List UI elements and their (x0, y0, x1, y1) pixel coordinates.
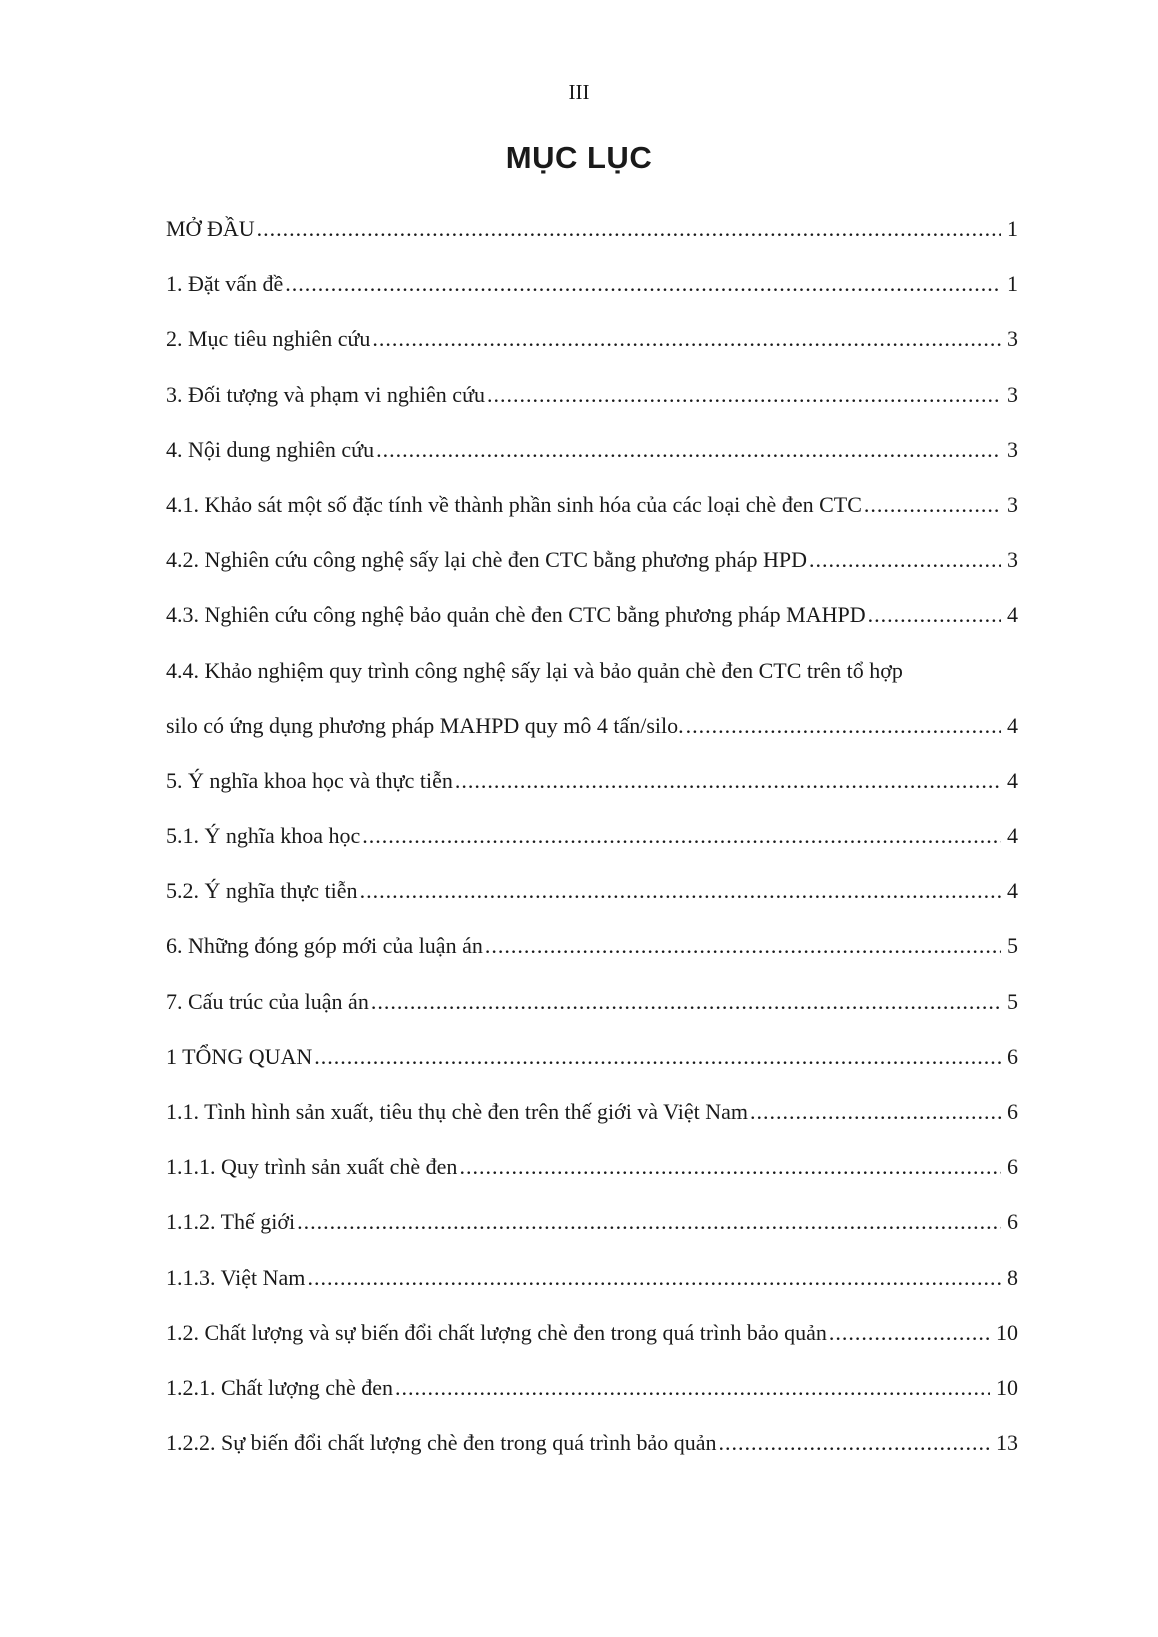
toc-label: 1.2. Chất lượng và sự biến đổi chất lượng chè đen trong quá trình bảo quản (166, 1305, 829, 1360)
toc-page: 6 (1007, 1154, 1018, 1180)
dot-leader (829, 1305, 990, 1360)
dot-leader (487, 367, 1001, 422)
toc-entry[interactable] (166, 477, 1018, 532)
dot-leader (809, 532, 1001, 587)
dot-leader (307, 1250, 1001, 1305)
dot-leader (686, 698, 1001, 753)
toc-page: 3 (1007, 436, 1018, 462)
toc-page: 3 (1007, 381, 1018, 407)
toc-entry[interactable] (166, 1250, 1018, 1305)
toc-label: 5. Ý nghĩa khoa học và thực tiễn (166, 753, 455, 808)
dot-leader (297, 1194, 1001, 1249)
dot-leader (864, 477, 1001, 532)
toc-page: 8 (1007, 1264, 1018, 1290)
dot-leader (376, 422, 1001, 477)
toc-label: 5.1. Ý nghĩa khoa học (166, 808, 362, 863)
toc-label: 1.1. Tình hình sản xuất, tiêu thụ chè đen trên thế giới và Việt Nam (166, 1084, 750, 1139)
dot-leader (459, 1139, 1001, 1194)
page-title: MỤC LỤC (505, 140, 653, 175)
toc-label: 4.3. Nghiên cứu công nghệ bảo quản chè đen CTC bằng phương pháp MAHPD (166, 587, 868, 642)
dot-leader (455, 753, 1001, 808)
toc-page: 1 (1007, 271, 1018, 297)
toc-page: 4 (1007, 878, 1018, 904)
toc-entry[interactable] (166, 256, 1018, 311)
toc-label: 1.1.2. Thế giới (166, 1194, 297, 1249)
toc-page: 10 (996, 1319, 1018, 1345)
toc-page: 1 (1007, 216, 1018, 241)
toc-label-line1: 4.4. Khảo nghiệm quy trình công nghệ sấy lại và bảo quản chè đen CTC trên tổ hợp (166, 657, 903, 683)
dot-leader (372, 311, 1001, 366)
toc-entry[interactable] (166, 311, 1018, 366)
toc-label: 2. Mục tiêu nghiên cứu (166, 311, 372, 366)
toc-label: 7. Cấu trúc của luận án (166, 974, 371, 1029)
toc-entry[interactable] (166, 1139, 1018, 1194)
toc-page: 4 (1007, 823, 1018, 849)
toc-page: 6 (1007, 1209, 1018, 1235)
toc-page: 5 (1007, 933, 1018, 959)
toc-label: 4.1. Khảo sát một số đặc tính về thành phần sinh hóa của các loại chè đen CTC (166, 477, 864, 532)
toc-entry[interactable] (166, 1305, 1018, 1360)
toc-page: 5 (1007, 988, 1018, 1014)
toc-label: 6. Những đóng góp mới của luận án (166, 918, 485, 973)
dot-leader (750, 1084, 1001, 1139)
toc-label: 3. Đối tượng và phạm vi nghiên cứu (166, 367, 487, 422)
toc-entry[interactable] (166, 587, 1018, 642)
toc-entry[interactable] (166, 532, 1018, 587)
dot-leader (719, 1415, 990, 1470)
toc-entry[interactable] (166, 974, 1018, 1029)
toc-entry[interactable] (166, 918, 1018, 973)
toc-page: 6 (1007, 1099, 1018, 1125)
toc-page: 10 (996, 1374, 1018, 1400)
toc-label: 4. Nội dung nghiên cứu (166, 422, 376, 477)
toc-entry[interactable] (166, 367, 1018, 422)
toc-page: 3 (1007, 491, 1018, 517)
toc-entry[interactable] (166, 753, 1018, 808)
toc-label: 1.1.1. Quy trình sản xuất chè đen (166, 1139, 459, 1194)
toc-page: 3 (1007, 326, 1018, 352)
toc-label: 1.1.3. Việt Nam (166, 1250, 307, 1305)
toc-label: 1. Đặt vấn đề (166, 256, 285, 311)
page-number: III (568, 80, 590, 104)
dot-leader (285, 256, 1001, 311)
toc-page: 3 (1007, 547, 1018, 573)
toc-entry[interactable] (166, 808, 1018, 863)
toc-label: 1.2.2. Sự biến đổi chất lượng chè đen trong quá trình bảo quản (166, 1415, 719, 1470)
toc-entry[interactable] (166, 201, 1018, 256)
toc-page: 4 (1007, 767, 1018, 793)
dot-leader (868, 587, 1001, 642)
dot-leader (485, 918, 1001, 973)
toc-entry[interactable] (166, 1415, 1018, 1470)
toc-page: 13 (996, 1430, 1018, 1456)
toc-entry[interactable] (166, 1084, 1018, 1139)
toc-label: 4.2. Nghiên cứu công nghệ sấy lại chè đen CTC bằng phương pháp HPD (166, 532, 809, 587)
toc-label: 1.2.1. Chất lượng chè đen (166, 1360, 395, 1415)
dot-leader (362, 808, 1001, 863)
toc-label-line2: silo có ứng dụng phương pháp MAHPD quy mô 4 tấn/silo. (166, 698, 686, 753)
dot-leader (360, 863, 1001, 918)
toc-page: 4 (1007, 602, 1018, 628)
dot-leader (371, 974, 1001, 1029)
dot-leader (257, 201, 1001, 256)
toc-label: 1 TỔNG QUAN (166, 1029, 314, 1084)
toc-page: 4 (1007, 712, 1018, 738)
dot-leader (395, 1360, 990, 1415)
toc-entry[interactable] (166, 1194, 1018, 1249)
toc-entry[interactable] (166, 643, 1018, 753)
toc-label: MỞ ĐẦU (166, 201, 257, 256)
toc-entry[interactable] (166, 863, 1018, 918)
toc-entry[interactable] (166, 1360, 1018, 1415)
toc-entry[interactable] (166, 1029, 1018, 1084)
toc-label: 5.2. Ý nghĩa thực tiễn (166, 863, 360, 918)
dot-leader (314, 1029, 1001, 1084)
toc-page: 6 (1007, 1043, 1018, 1069)
toc-entry[interactable] (166, 422, 1018, 477)
table-of-contents (166, 201, 1018, 1470)
